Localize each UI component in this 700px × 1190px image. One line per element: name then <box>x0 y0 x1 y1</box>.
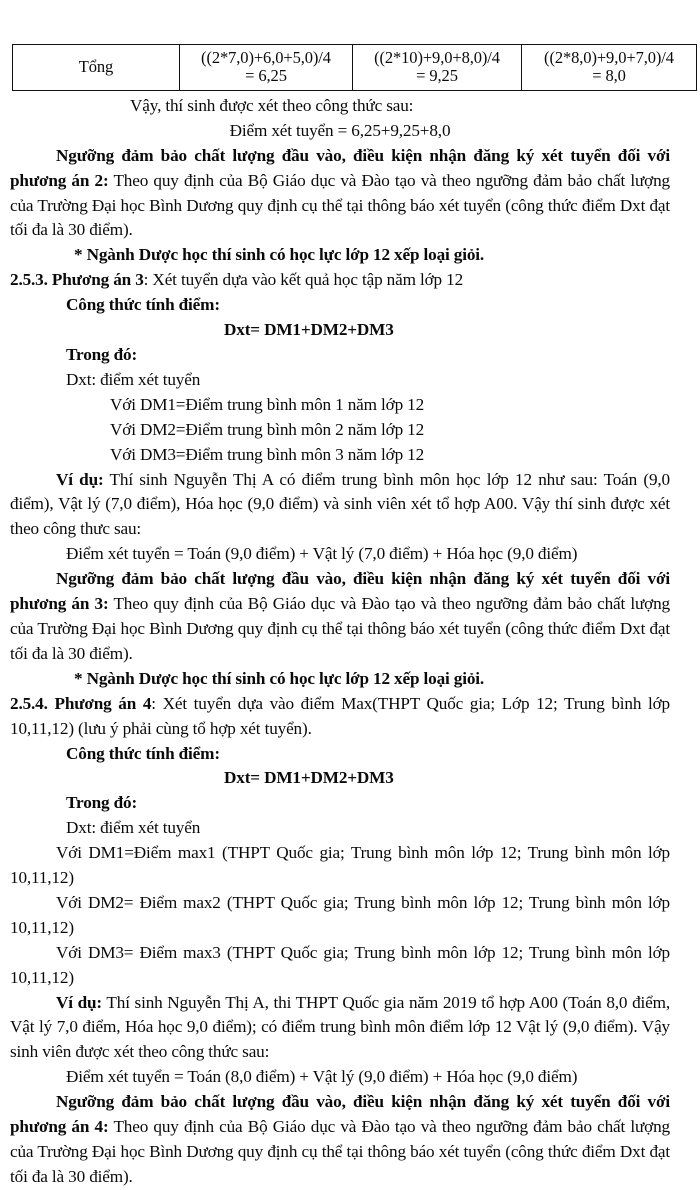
paragraph-example-intro-1: Vậy, thí sinh được xét theo công thức sau: <box>130 95 414 115</box>
table-cell-value-1 <box>180 45 353 91</box>
table-cell-value-2-line1: ((2*10)+9,0+8,0)/4 <box>374 48 500 67</box>
label-trong-do-4-text: Trong đó: <box>66 793 138 813</box>
threshold-option-2-rest: Theo quy định của Bộ Giáo dục và Đào tạo và theo ngưỡng đảm bảo chất lượng của Trường Đại học Bình Dương quy định cụ thể tại thông báo xét tuyển (công thức điểm Dxt đạt tối đa là 30 điểm). <box>10 170 670 240</box>
heading-2-5-4-number: 2.5.4. Phương án 4 <box>10 693 152 713</box>
formula-dxt-option-3 <box>10 318 670 343</box>
label-trong-do-3 <box>10 343 670 368</box>
table-cell-value-1-line1: ((2*7,0)+6,0+5,0)/4 <box>201 48 331 67</box>
document-body <box>10 44 674 1190</box>
example-option-4-lead: Ví dụ: <box>56 992 102 1012</box>
formula-result-option-3: Điểm xét tuyển = Toán (9,0 điểm) + Vật lý (7,0 điểm) + Hóa học (9,0 điểm) <box>66 544 578 564</box>
paragraph-threshold-option-2 <box>10 144 670 244</box>
def-dm3-option-4: Với DM3= Điểm max3 (THPT Quốc gia; Trung bình môn lớp 12; Trung bình môn lớp 10,11,12) <box>10 942 670 987</box>
threshold-option-4-lead: Ngưỡng đảm bảo chất lượng đầu vào, điều kiện nhận đăng ký xét tuyển đối với phương án 4: <box>10 1092 670 1137</box>
def-dm1-option-3: Với DM1=Điểm trung bình môn 1 năm lớp 12 <box>110 394 425 414</box>
note-pharmacy-option-3 <box>10 667 670 692</box>
table-cell-value-3-line1: ((2*8,0)+9,0+7,0)/4 <box>544 48 674 67</box>
table-cell-value-2-line2: = 9,25 <box>416 66 458 86</box>
threshold-option-3-rest: Theo quy định của Bộ Giáo dục và Đào tạo và theo ngưỡng đảm bảo chất lượng của Trường Đại học Bình Dương quy định cụ thể tại thông báo xét tuyển (công thức điểm Dxt đạt tối đa là 30 điểm). <box>10 594 670 663</box>
heading-2-5-4 <box>10 692 670 742</box>
threshold-option-3-lead: Ngưỡng đảm bảo chất lượng đầu vào, điều kiện nhận đăng ký xét tuyển đối với phương án 3: <box>10 569 670 614</box>
example-option-3-lead: Ví dụ: <box>56 469 104 489</box>
def-dxt-4: Dxt: điểm xét tuyển <box>66 818 201 838</box>
def-dm1-option-4: Với DM1=Điểm max1 (THPT Quốc gia; Trung bình môn lớp 12; Trung bình môn lớp 10,11,12) <box>10 843 670 888</box>
paragraph-example-option-3 <box>10 468 670 543</box>
def-dm2-option-3: Với DM2=Điểm trung bình môn 2 năm lớp 12 <box>110 419 425 439</box>
formula-dxt-option-4-text: Dxt= DM1+DM2+DM3 <box>224 768 394 788</box>
label-formula-heading-4-text: Công thức tính điểm: <box>66 743 220 763</box>
paragraph-threshold-option-4 <box>10 1090 670 1190</box>
heading-2-5-4-text: : Xét tuyển dựa vào điểm Max(THPT Quốc gia; Lớp 12; Trung bình lớp 10,11,12) (lưu ý phải cùng tổ hợp xét tuyển). <box>10 693 670 738</box>
heading-2-5-3-number: 2.5.3. Phương án 3 <box>10 270 144 290</box>
table-cell-value-2 <box>353 45 522 91</box>
example-option-3-rest: Thí sinh Nguyễn Thị A có điểm trung bình môn học lớp 12 như sau: Toán (9,0 điểm), Vật lý (7,0 điểm), Hóa học (9,0 điểm) và sinh viên xét tổ hợp A00. Vậy thí sinh được xét theo công thưc sau: <box>10 469 670 539</box>
label-formula-heading-3-text: Công thức tính điểm: <box>66 295 220 315</box>
table-cell-value-3-line2: = 8,0 <box>592 66 626 86</box>
formula-result-option-4: Điểm xét tuyển = Toán (8,0 điểm) + Vật lý (9,0 điểm) + Hóa học (9,0 điểm) <box>66 1067 578 1087</box>
table-row <box>13 45 697 91</box>
formula-dxt-option-4 <box>10 766 670 791</box>
table-cell-value-3 <box>522 45 697 91</box>
def-dm3-option-3: Với DM3=Điểm trung bình môn 3 năm lớp 12 <box>110 444 425 464</box>
score-summary-table <box>12 44 697 91</box>
example-option-4-rest: Thí sinh Nguyễn Thị A, thi THPT Quốc gia năm 2019 tổ hợp A00 (Toán 8,0 điểm, Vật lý 7,0 điểm, Hóa học 9,0 điểm); có điểm trung bình môn điểm lớp 12 Vật lý (9,0 điểm). Vậy sinh viên được xét theo công thức sau: <box>10 992 670 1062</box>
def-dxt-3: Dxt: điểm xét tuyển <box>66 369 201 389</box>
note-pharmacy-option-2 <box>10 243 670 268</box>
formula-result-line-1: Điểm xét tuyển = 6,25+9,25+8,0 <box>229 120 451 140</box>
label-formula-heading-3 <box>10 293 670 318</box>
def-dm2-option-4: Với DM2= Điểm max2 (THPT Quốc gia; Trung bình môn lớp 12; Trung bình môn lớp 10,11,12) <box>10 892 670 937</box>
paragraph-threshold-option-3 <box>10 567 670 667</box>
note-pharmacy-option-3-text: * Ngành Dược học thí sinh có học lực lớp 12 xếp loại giỏi. <box>74 668 485 688</box>
formula-dxt-option-3-text: Dxt= DM1+DM2+DM3 <box>224 320 394 340</box>
heading-2-5-3-text: : Xét tuyển dựa vào kết quả học tập năm lớp 12 <box>143 270 464 290</box>
heading-2-5-3 <box>10 268 670 293</box>
threshold-option-4-rest: Theo quy định của Bộ Giáo dục và Đào tạo và theo ngưỡng đảm bảo chất lượng của Trường Đại học Bình Dương quy định cụ thể tại thông báo xét tuyển (công thức điểm Dxt đạt tối đa là 30 điểm). <box>10 1117 670 1186</box>
label-formula-heading-4 <box>10 742 670 767</box>
table-cell-row-label: Tổng <box>13 45 180 91</box>
paragraph-example-option-4 <box>10 991 670 1066</box>
threshold-option-2-lead: Ngưỡng đảm bảo chất lượng đầu vào, điều kiện nhận đăng ký xét tuyển đối với phương án 2: <box>10 145 670 190</box>
table-cell-value-1-line2: = 6,25 <box>245 66 287 86</box>
label-trong-do-3-text: Trong đó: <box>66 345 138 364</box>
note-pharmacy-option-2-text: * Ngành Dược học thí sinh có học lực lớp 12 xếp loại giỏi. <box>74 245 485 265</box>
label-trong-do-4 <box>10 791 670 816</box>
